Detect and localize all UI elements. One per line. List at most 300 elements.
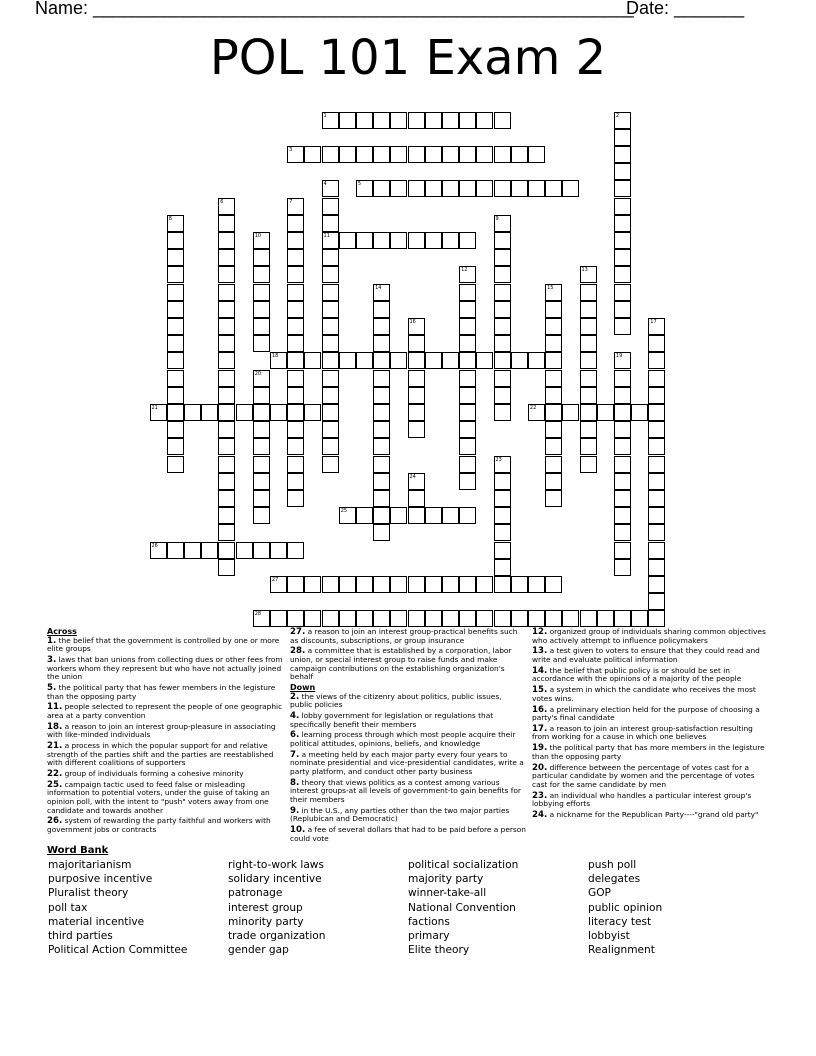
grid-cell[interactable]: [614, 129, 631, 146]
grid-cell[interactable]: [648, 542, 665, 559]
grid-cell[interactable]: [184, 404, 201, 421]
grid-cell[interactable]: [648, 490, 665, 507]
grid-cell[interactable]: [614, 559, 631, 576]
grid-cell[interactable]: [236, 404, 253, 421]
grid-cell[interactable]: [184, 542, 201, 559]
grid-cell[interactable]: [648, 387, 665, 404]
grid-cell[interactable]: [580, 370, 597, 387]
grid-cell[interactable]: [373, 524, 390, 541]
grid-cell[interactable]: [253, 507, 270, 524]
grid-cell[interactable]: [339, 610, 356, 627]
grid-cell[interactable]: [648, 352, 665, 369]
grid-cell[interactable]: [494, 456, 511, 473]
grid-cell[interactable]: [459, 576, 476, 593]
grid-cell[interactable]: [425, 352, 442, 369]
grid-cell[interactable]: [287, 610, 304, 627]
grid-cell[interactable]: [425, 232, 442, 249]
grid-cell[interactable]: [253, 335, 270, 352]
grid-cell[interactable]: [408, 146, 425, 163]
grid-cell[interactable]: [373, 232, 390, 249]
grid-cell[interactable]: [287, 490, 304, 507]
grid-cell[interactable]: [545, 456, 562, 473]
grid-cell[interactable]: [167, 232, 184, 249]
grid-cell[interactable]: [253, 421, 270, 438]
grid-cell[interactable]: [253, 370, 270, 387]
grid-cell[interactable]: [580, 421, 597, 438]
grid-cell[interactable]: [408, 610, 425, 627]
grid-cell[interactable]: [528, 352, 545, 369]
grid-cell[interactable]: [614, 370, 631, 387]
grid-cell[interactable]: [218, 456, 235, 473]
grid-cell[interactable]: [322, 266, 339, 283]
grid-cell[interactable]: [167, 438, 184, 455]
grid-cell[interactable]: [425, 180, 442, 197]
grid-cell[interactable]: [545, 335, 562, 352]
grid-cell[interactable]: [322, 352, 339, 369]
grid-cell[interactable]: [580, 318, 597, 335]
grid-cell[interactable]: [648, 524, 665, 541]
grid-cell[interactable]: [425, 610, 442, 627]
grid-cell[interactable]: [322, 576, 339, 593]
grid-cell[interactable]: [459, 438, 476, 455]
grid-cell[interactable]: [373, 112, 390, 129]
grid-cell[interactable]: [614, 507, 631, 524]
grid-cell[interactable]: [648, 370, 665, 387]
grid-cell[interactable]: [322, 610, 339, 627]
grid-cell[interactable]: [356, 352, 373, 369]
grid-cell[interactable]: [167, 266, 184, 283]
grid-cell[interactable]: [253, 318, 270, 335]
grid-cell[interactable]: [528, 610, 545, 627]
grid-cell[interactable]: [614, 404, 631, 421]
grid-cell[interactable]: [373, 404, 390, 421]
grid-cell[interactable]: [167, 249, 184, 266]
grid-cell[interactable]: [408, 335, 425, 352]
grid-cell[interactable]: [580, 266, 597, 283]
grid-cell[interactable]: [614, 524, 631, 541]
grid-cell[interactable]: [304, 576, 321, 593]
grid-cell[interactable]: [287, 232, 304, 249]
grid-cell[interactable]: [253, 404, 270, 421]
grid-cell[interactable]: [322, 198, 339, 215]
grid-cell[interactable]: [580, 438, 597, 455]
grid-cell[interactable]: [390, 610, 407, 627]
grid-cell[interactable]: [373, 576, 390, 593]
grid-cell[interactable]: [356, 146, 373, 163]
grid-cell[interactable]: [287, 370, 304, 387]
grid-cell[interactable]: [218, 215, 235, 232]
grid-cell[interactable]: [167, 404, 184, 421]
grid-cell[interactable]: [287, 249, 304, 266]
grid-cell[interactable]: [287, 438, 304, 455]
grid-cell[interactable]: [425, 507, 442, 524]
grid-cell[interactable]: [218, 249, 235, 266]
grid-cell[interactable]: [408, 576, 425, 593]
grid-cell[interactable]: [218, 507, 235, 524]
grid-cell[interactable]: [150, 404, 167, 421]
grid-cell[interactable]: [614, 301, 631, 318]
grid-cell[interactable]: [614, 232, 631, 249]
grid-cell[interactable]: [218, 421, 235, 438]
grid-cell[interactable]: [562, 610, 579, 627]
grid-cell[interactable]: [425, 576, 442, 593]
grid-cell[interactable]: [562, 180, 579, 197]
grid-cell[interactable]: [287, 542, 304, 559]
grid-cell[interactable]: [390, 112, 407, 129]
grid-cell[interactable]: [356, 180, 373, 197]
grid-cell[interactable]: [476, 352, 493, 369]
grid-cell[interactable]: [425, 146, 442, 163]
grid-cell[interactable]: [614, 542, 631, 559]
grid-cell[interactable]: [390, 507, 407, 524]
grid-cell[interactable]: [218, 438, 235, 455]
grid-cell[interactable]: [648, 576, 665, 593]
grid-cell[interactable]: [167, 318, 184, 335]
grid-cell[interactable]: [201, 542, 218, 559]
grid-cell[interactable]: [614, 163, 631, 180]
grid-cell[interactable]: [253, 610, 270, 627]
grid-cell[interactable]: [167, 542, 184, 559]
grid-cell[interactable]: [218, 524, 235, 541]
grid-cell[interactable]: [494, 559, 511, 576]
grid-cell[interactable]: [597, 404, 614, 421]
grid-cell[interactable]: [253, 266, 270, 283]
grid-cell[interactable]: [614, 198, 631, 215]
grid-cell[interactable]: [373, 370, 390, 387]
grid-cell[interactable]: [287, 404, 304, 421]
grid-cell[interactable]: [339, 576, 356, 593]
grid-cell[interactable]: [287, 576, 304, 593]
grid-cell[interactable]: [528, 576, 545, 593]
grid-cell[interactable]: [322, 456, 339, 473]
grid-cell[interactable]: [442, 112, 459, 129]
grid-cell[interactable]: [545, 301, 562, 318]
grid-cell[interactable]: [614, 438, 631, 455]
grid-cell[interactable]: [614, 249, 631, 266]
grid-cell[interactable]: [287, 198, 304, 215]
grid-cell[interactable]: [322, 335, 339, 352]
grid-cell[interactable]: [494, 284, 511, 301]
grid-cell[interactable]: [218, 542, 235, 559]
grid-cell[interactable]: [253, 456, 270, 473]
grid-cell[interactable]: [614, 146, 631, 163]
grid-cell[interactable]: [218, 232, 235, 249]
grid-cell[interactable]: [545, 576, 562, 593]
grid-cell[interactable]: [218, 301, 235, 318]
grid-cell[interactable]: [631, 404, 648, 421]
grid-cell[interactable]: [545, 318, 562, 335]
grid-cell[interactable]: [408, 421, 425, 438]
grid-cell[interactable]: [494, 507, 511, 524]
grid-cell[interactable]: [270, 610, 287, 627]
grid-cell[interactable]: [322, 438, 339, 455]
grid-cell[interactable]: [287, 456, 304, 473]
grid-cell[interactable]: [339, 112, 356, 129]
grid-cell[interactable]: [218, 284, 235, 301]
grid-cell[interactable]: [442, 576, 459, 593]
grid-cell[interactable]: [218, 352, 235, 369]
grid-cell[interactable]: [459, 352, 476, 369]
grid-cell[interactable]: [167, 456, 184, 473]
grid-cell[interactable]: [459, 507, 476, 524]
grid-cell[interactable]: [167, 352, 184, 369]
grid-cell[interactable]: [304, 352, 321, 369]
grid-cell[interactable]: [218, 559, 235, 576]
grid-cell[interactable]: [476, 180, 493, 197]
grid-cell[interactable]: [373, 456, 390, 473]
grid-cell[interactable]: [494, 473, 511, 490]
grid-cell[interactable]: [167, 421, 184, 438]
grid-cell[interactable]: [167, 335, 184, 352]
grid-cell[interactable]: [494, 387, 511, 404]
grid-cell[interactable]: [322, 146, 339, 163]
grid-cell[interactable]: [459, 610, 476, 627]
grid-cell[interactable]: [511, 146, 528, 163]
grid-cell[interactable]: [459, 421, 476, 438]
grid-cell[interactable]: [494, 576, 511, 593]
grid-cell[interactable]: [218, 318, 235, 335]
grid-cell[interactable]: [408, 180, 425, 197]
grid-cell[interactable]: [287, 301, 304, 318]
grid-cell[interactable]: [253, 301, 270, 318]
grid-cell[interactable]: [373, 490, 390, 507]
grid-cell[interactable]: [476, 112, 493, 129]
grid-cell[interactable]: [373, 301, 390, 318]
grid-cell[interactable]: [270, 542, 287, 559]
grid-cell[interactable]: [408, 352, 425, 369]
grid-cell[interactable]: [322, 370, 339, 387]
grid-cell[interactable]: [442, 610, 459, 627]
grid-cell[interactable]: [476, 576, 493, 593]
grid-cell[interactable]: [494, 335, 511, 352]
grid-cell[interactable]: [442, 232, 459, 249]
grid-cell[interactable]: [425, 112, 442, 129]
grid-cell[interactable]: [442, 507, 459, 524]
grid-cell[interactable]: [167, 301, 184, 318]
grid-cell[interactable]: [494, 352, 511, 369]
grid-cell[interactable]: [390, 180, 407, 197]
grid-cell[interactable]: [270, 576, 287, 593]
grid-cell[interactable]: [648, 438, 665, 455]
grid-cell[interactable]: [442, 146, 459, 163]
grid-cell[interactable]: [511, 352, 528, 369]
grid-cell[interactable]: [373, 473, 390, 490]
grid-cell[interactable]: [373, 387, 390, 404]
grid-cell[interactable]: [648, 507, 665, 524]
grid-cell[interactable]: [253, 490, 270, 507]
grid-cell[interactable]: [494, 112, 511, 129]
grid-cell[interactable]: [494, 370, 511, 387]
grid-cell[interactable]: [287, 352, 304, 369]
grid-cell[interactable]: [614, 112, 631, 129]
grid-cell[interactable]: [287, 318, 304, 335]
grid-cell[interactable]: [253, 387, 270, 404]
grid-cell[interactable]: [408, 507, 425, 524]
grid-cell[interactable]: [459, 180, 476, 197]
grid-cell[interactable]: [580, 301, 597, 318]
grid-cell[interactable]: [614, 215, 631, 232]
grid-cell[interactable]: [322, 232, 339, 249]
grid-cell[interactable]: [648, 335, 665, 352]
grid-cell[interactable]: [459, 404, 476, 421]
grid-cell[interactable]: [494, 318, 511, 335]
grid-cell[interactable]: [545, 180, 562, 197]
grid-cell[interactable]: [597, 610, 614, 627]
grid-cell[interactable]: [459, 232, 476, 249]
grid-cell[interactable]: [545, 284, 562, 301]
grid-cell[interactable]: [322, 301, 339, 318]
grid-cell[interactable]: [408, 370, 425, 387]
grid-cell[interactable]: [270, 352, 287, 369]
grid-cell[interactable]: [614, 490, 631, 507]
grid-cell[interactable]: [236, 542, 253, 559]
grid-cell[interactable]: [580, 352, 597, 369]
grid-cell[interactable]: [494, 301, 511, 318]
grid-cell[interactable]: [511, 576, 528, 593]
grid-cell[interactable]: [614, 266, 631, 283]
grid-cell[interactable]: [218, 370, 235, 387]
grid-cell[interactable]: [287, 284, 304, 301]
grid-cell[interactable]: [322, 215, 339, 232]
grid-cell[interactable]: [459, 146, 476, 163]
grid-cell[interactable]: [373, 335, 390, 352]
grid-cell[interactable]: [494, 146, 511, 163]
grid-cell[interactable]: [373, 507, 390, 524]
grid-cell[interactable]: [459, 301, 476, 318]
grid-cell[interactable]: [614, 387, 631, 404]
grid-cell[interactable]: [648, 610, 665, 627]
grid-cell[interactable]: [631, 610, 648, 627]
grid-cell[interactable]: [614, 610, 631, 627]
grid-cell[interactable]: [545, 490, 562, 507]
grid-cell[interactable]: [287, 215, 304, 232]
grid-cell[interactable]: [408, 404, 425, 421]
grid-cell[interactable]: [304, 610, 321, 627]
grid-cell[interactable]: [150, 542, 167, 559]
grid-cell[interactable]: [373, 318, 390, 335]
grid-cell[interactable]: [339, 146, 356, 163]
grid-cell[interactable]: [648, 473, 665, 490]
grid-cell[interactable]: [408, 490, 425, 507]
grid-cell[interactable]: [459, 456, 476, 473]
grid-cell[interactable]: [322, 112, 339, 129]
grid-cell[interactable]: [304, 404, 321, 421]
grid-cell[interactable]: [648, 421, 665, 438]
grid-cell[interactable]: [373, 284, 390, 301]
grid-cell[interactable]: [408, 387, 425, 404]
grid-cell[interactable]: [356, 610, 373, 627]
grid-cell[interactable]: [253, 284, 270, 301]
grid-cell[interactable]: [648, 456, 665, 473]
grid-cell[interactable]: [339, 352, 356, 369]
grid-cell[interactable]: [322, 404, 339, 421]
grid-cell[interactable]: [287, 335, 304, 352]
grid-cell[interactable]: [218, 198, 235, 215]
grid-cell[interactable]: [218, 335, 235, 352]
grid-cell[interactable]: [494, 404, 511, 421]
grid-cell[interactable]: [580, 387, 597, 404]
grid-cell[interactable]: [528, 146, 545, 163]
grid-cell[interactable]: [201, 404, 218, 421]
grid-cell[interactable]: [614, 284, 631, 301]
grid-cell[interactable]: [580, 284, 597, 301]
grid-cell[interactable]: [287, 421, 304, 438]
grid-cell[interactable]: [494, 524, 511, 541]
grid-cell[interactable]: [408, 112, 425, 129]
grid-cell[interactable]: [545, 404, 562, 421]
grid-cell[interactable]: [167, 215, 184, 232]
grid-cell[interactable]: [373, 146, 390, 163]
grid-cell[interactable]: [494, 180, 511, 197]
grid-cell[interactable]: [528, 404, 545, 421]
grid-cell[interactable]: [614, 473, 631, 490]
grid-cell[interactable]: [253, 473, 270, 490]
grid-cell[interactable]: [322, 421, 339, 438]
grid-cell[interactable]: [390, 146, 407, 163]
grid-cell[interactable]: [322, 249, 339, 266]
grid-cell[interactable]: [218, 490, 235, 507]
grid-cell[interactable]: [322, 180, 339, 197]
grid-cell[interactable]: [356, 232, 373, 249]
grid-cell[interactable]: [648, 318, 665, 335]
grid-cell[interactable]: [356, 576, 373, 593]
grid-cell[interactable]: [253, 438, 270, 455]
grid-cell[interactable]: [614, 318, 631, 335]
grid-cell[interactable]: [408, 318, 425, 335]
grid-cell[interactable]: [390, 232, 407, 249]
grid-cell[interactable]: [545, 438, 562, 455]
grid-cell[interactable]: [287, 146, 304, 163]
grid-cell[interactable]: [167, 387, 184, 404]
grid-cell[interactable]: [218, 387, 235, 404]
grid-cell[interactable]: [373, 180, 390, 197]
grid-cell[interactable]: [167, 284, 184, 301]
grid-cell[interactable]: [494, 542, 511, 559]
grid-cell[interactable]: [287, 266, 304, 283]
grid-cell[interactable]: [614, 421, 631, 438]
grid-cell[interactable]: [459, 284, 476, 301]
grid-cell[interactable]: [545, 610, 562, 627]
grid-cell[interactable]: [648, 559, 665, 576]
grid-cell[interactable]: [339, 232, 356, 249]
grid-cell[interactable]: [253, 232, 270, 249]
grid-cell[interactable]: [545, 387, 562, 404]
grid-cell[interactable]: [494, 266, 511, 283]
grid-cell[interactable]: [494, 232, 511, 249]
grid-cell[interactable]: [459, 112, 476, 129]
grid-cell[interactable]: [356, 112, 373, 129]
grid-cell[interactable]: [545, 352, 562, 369]
grid-cell[interactable]: [459, 370, 476, 387]
grid-cell[interactable]: [373, 352, 390, 369]
grid-cell[interactable]: [494, 610, 511, 627]
grid-cell[interactable]: [373, 438, 390, 455]
grid-cell[interactable]: [322, 387, 339, 404]
grid-cell[interactable]: [442, 352, 459, 369]
grid-cell[interactable]: [494, 249, 511, 266]
grid-cell[interactable]: [390, 576, 407, 593]
grid-cell[interactable]: [270, 404, 287, 421]
grid-cell[interactable]: [562, 404, 579, 421]
grid-cell[interactable]: [511, 610, 528, 627]
grid-cell[interactable]: [459, 266, 476, 283]
grid-cell[interactable]: [442, 180, 459, 197]
grid-cell[interactable]: [459, 335, 476, 352]
grid-cell[interactable]: [287, 387, 304, 404]
grid-cell[interactable]: [304, 146, 321, 163]
grid-cell[interactable]: [494, 490, 511, 507]
grid-cell[interactable]: [167, 370, 184, 387]
